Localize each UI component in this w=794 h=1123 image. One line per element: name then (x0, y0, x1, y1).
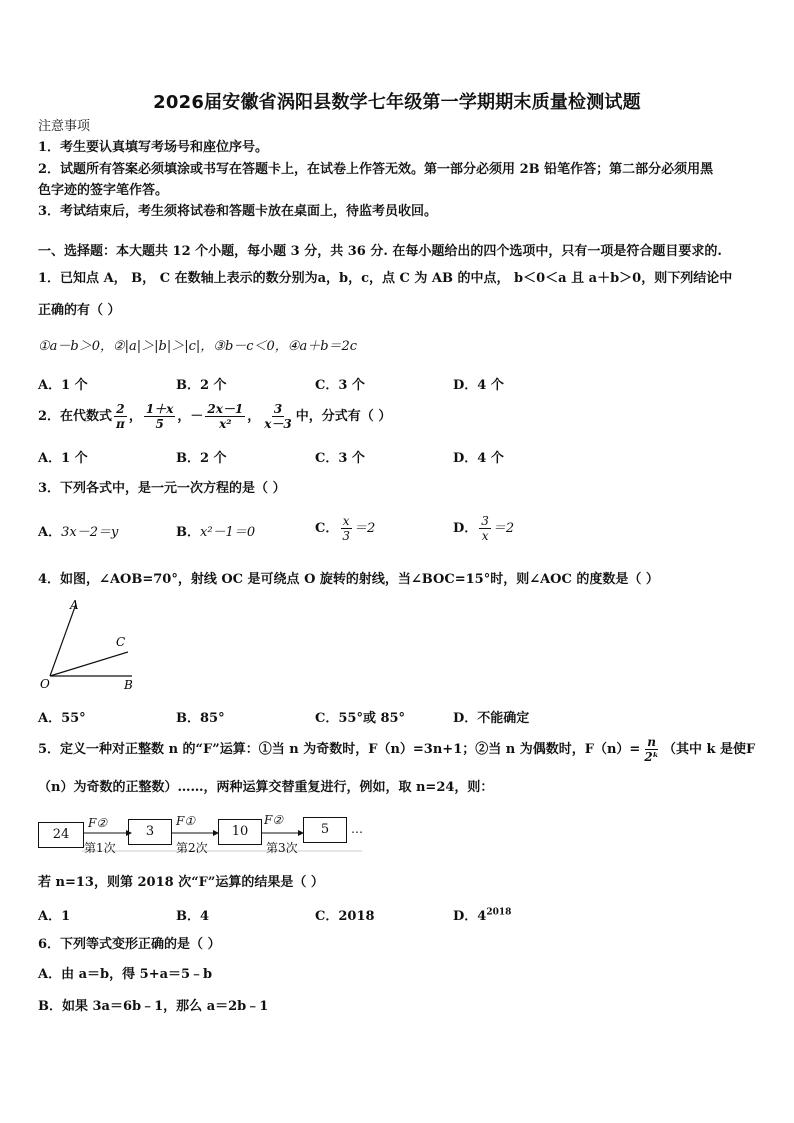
notice-item-2-cont: 色字迹的签字笔作答。 (38, 183, 169, 198)
q1-statements: ①a－b＞0，②|a|＞|b|＞|c|，③b－c＜0，④a＋b＝2c (38, 339, 358, 354)
q5-line1: 5．定义一种对正整数 n 的“F”运算：①当 n 为奇数时，F（n）=3n+1；②当 n 为偶数时，F（n）= $\frac{n}{\text{2ᵏ}}$ （其中 k 是使F (38, 735, 756, 764)
flow-op-1: F② (88, 816, 108, 830)
q2-fraction-2: $\frac{1+x}{5}$ (145, 402, 174, 431)
q2-option-d: D．4 个 (453, 451, 504, 466)
notice-item-1: 1．考生要认真填写考场号和座位序号。 (38, 140, 269, 155)
label-c: C (116, 635, 126, 649)
notice-item-2: 2．试题所有答案必须填涂或书写在答题卡上，在试卷上作答无效。第一部分必须用 2B 铅笔作答；第二部分必须用黑 (38, 162, 714, 177)
q1-line2: 正确的有（ ） (38, 303, 121, 318)
q4-option-a: A．55° (38, 711, 86, 726)
q1-line1: 1．已知点 A， B， C 在数轴上表示的数分别为a，b，c，点 C 为 AB 的中点， b＜0＜a 且 a＋b＞0，则下列结论中 (38, 271, 733, 286)
q2-option-a: A．1 个 (38, 451, 88, 466)
q6-option-a: A．由 a＝b，得 5+a＝5﹣b (38, 967, 213, 982)
q6-option-b: B．如果 3a＝6b﹣1，那么 a＝2b﹣1 (38, 999, 269, 1014)
ray-oa (50, 604, 76, 676)
q2-fraction-1: $\frac{2}{\pi}$ (116, 402, 125, 431)
flow-box-1: 24 (38, 822, 84, 848)
q5-option-a: A．1 (38, 909, 71, 924)
notice-heading: 注意事项 (38, 119, 91, 134)
q3-option-c: C． $\frac{x}{3}$ ＝2 (315, 514, 376, 543)
ray-oc (50, 652, 128, 676)
q2-option-b: B．2 个 (176, 451, 227, 466)
q4-stem: 4．如图，∠AOB=70°，射线 OC 是可绕点 O 旋转的射线，当∠BOC=15°时，则∠AOC 的度数是（ ） (38, 572, 659, 587)
label-b: B (124, 678, 133, 692)
q4-option-d: D．不能确定 (453, 711, 530, 726)
page-title: 2026届安徽省涡阳县数学七年级第一学期期末质量检测试题 (153, 92, 641, 113)
q5-option-d: D．$4^{2018}$ (453, 907, 512, 924)
section-heading: 一、选择题：本大题共 12 个小题，每小题 3 分，共 36 分. 在每小题给出的四个选项中，只有一项是符合题目要求的. (38, 244, 722, 259)
flow-step-3: 第3次 (266, 841, 298, 855)
q5-option-c: C．2018 (315, 909, 375, 924)
q1-option-b: B．2 个 (176, 378, 227, 393)
q1-option-a: A．1 个 (38, 378, 88, 393)
flow-ellipsis: … (351, 822, 363, 836)
flow-step-1: 第1次 (84, 841, 116, 855)
flow-box-4: 5 (303, 817, 347, 843)
q4-option-b: B．85° (176, 711, 225, 726)
q5-line3: 若 n=13，则第 2018 次“F”运算的结果是（ ） (38, 875, 324, 890)
q1-option-c: C．3 个 (315, 378, 365, 393)
q2-stem: 2．在代数式 $\frac{2}{\pi}$ ， $\frac{1+x}{5}$ ， － $\frac{2x-1}{\text{x²}}$ ， $\frac{3}{x-3}$ 中，分式有（ ） (38, 402, 392, 431)
q4-option-c: C．55°或 85° (315, 711, 406, 726)
q6-stem: 6．下列等式变形正确的是（ ） (38, 937, 221, 952)
flow-arrows (82, 812, 362, 852)
q2-fraction-3: $\frac{2x-1}{\text{x²}}$ (207, 402, 244, 431)
q2-fraction-4: $\frac{3}{x-3}$ (264, 402, 292, 431)
q2-suffix: 中，分式有（ ） (295, 408, 392, 424)
flow-op-3: F② (264, 813, 284, 827)
flow-op-2: F① (176, 814, 196, 828)
q2-option-c: C．3 个 (315, 451, 365, 466)
q3-stem: 3．下列各式中，是一元一次方程的是（ ） (38, 481, 286, 496)
label-o: O (40, 677, 50, 691)
flow-step-2: 第2次 (176, 841, 208, 855)
q5-option-b: B．4 (176, 909, 210, 924)
q4-angle-figure (36, 596, 146, 696)
q3-option-a: A．3x－2＝y (38, 525, 119, 540)
q5-fraction: $\frac{n}{\text{2ᵏ}}$ (644, 735, 659, 764)
flow-box-2: 3 (128, 819, 172, 845)
q3-option-d: D． $\frac{3}{x}$ ＝2 (453, 514, 515, 543)
q5-line2: （n）为奇数的正整数）……，两种运算交替重复进行，例如，取 n=24，则： (38, 780, 494, 795)
notice-item-3: 3．考试结束后，考生须将试卷和答题卡放在桌面上，待监考员收回。 (38, 204, 438, 219)
q2-prefix: 2．在代数式 (38, 408, 113, 424)
q1-option-d: D．4 个 (453, 378, 504, 393)
label-a: A (70, 598, 79, 612)
q3-option-b: B．x²－1＝0 (176, 525, 256, 540)
flow-box-3: 10 (218, 819, 262, 845)
